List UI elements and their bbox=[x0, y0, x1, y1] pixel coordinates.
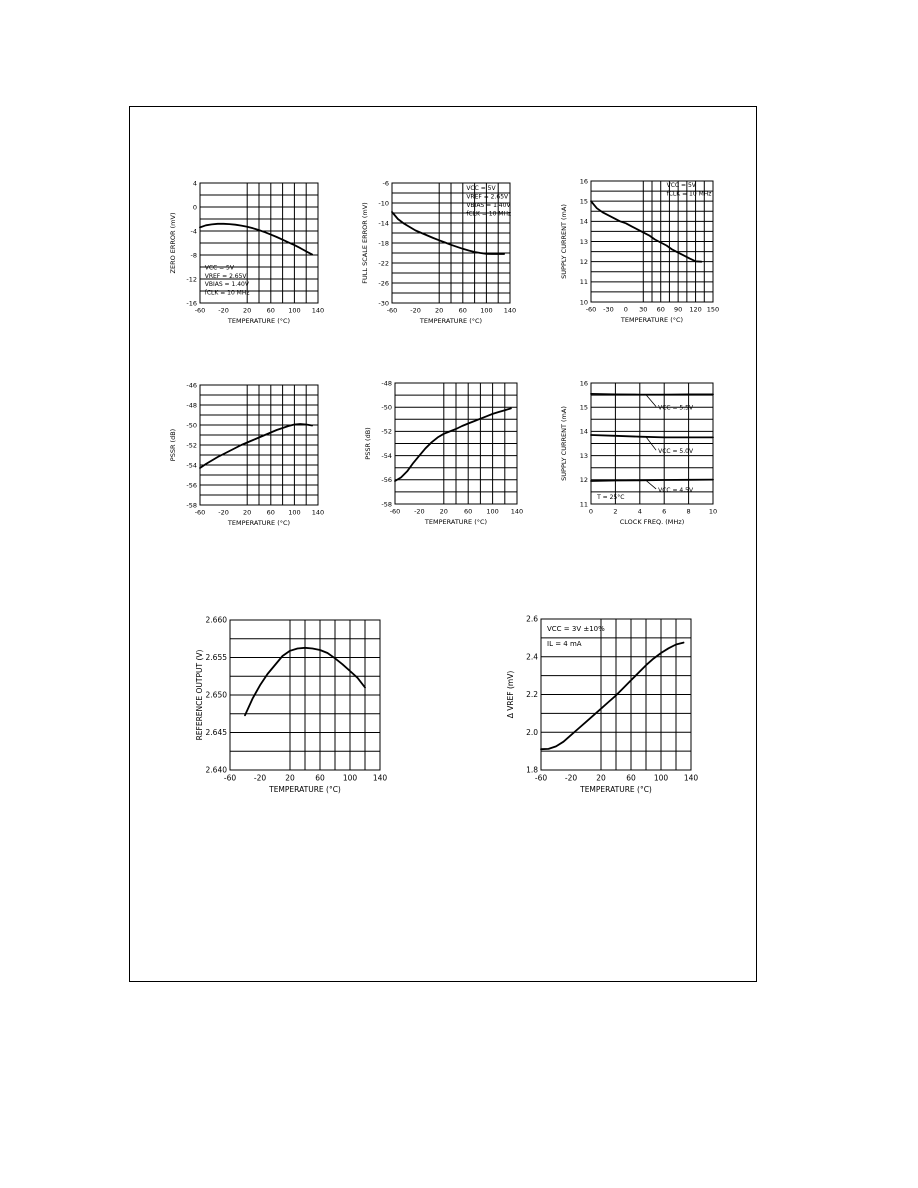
x-tick-label: 20 bbox=[439, 507, 448, 516]
grid bbox=[591, 181, 713, 302]
y-tick-label: 13 bbox=[579, 237, 588, 246]
y-tick-label: 2.4 bbox=[526, 652, 538, 662]
y-tick-label: -48 bbox=[186, 401, 197, 410]
grid bbox=[200, 385, 318, 505]
x-tick-label: -20 bbox=[253, 773, 267, 783]
y-axis-label: REFERENCE OUTPUT (V) bbox=[195, 649, 204, 741]
grid bbox=[395, 383, 517, 504]
series-line bbox=[591, 435, 713, 437]
series-label: VCC = 5.5V bbox=[658, 404, 694, 412]
y-axis-label: ZERO ERROR (mV) bbox=[169, 212, 178, 274]
y-tick-label: 11 bbox=[579, 500, 588, 509]
full-scale-error-vs-temperature-chart bbox=[362, 175, 532, 335]
annotation-text: VCC = 3V ±10% bbox=[547, 625, 605, 634]
pssr-vs-temperature-chart-2 bbox=[362, 377, 532, 537]
y-tick-label: 0 bbox=[192, 203, 197, 212]
annotation-text: VCC = 5V bbox=[204, 264, 234, 272]
y-tick-label: 16 bbox=[579, 379, 588, 388]
annotation-text: VREF = 2.65V bbox=[466, 193, 509, 201]
x-tick-label: 60 bbox=[266, 306, 275, 315]
x-tick-label: 6 bbox=[662, 507, 667, 516]
annotation-text: VBIAS = 1.40V bbox=[204, 281, 249, 289]
y-tick-label: 16 bbox=[579, 177, 588, 186]
annotation-text: VBIAS = 1.40V bbox=[466, 202, 511, 209]
x-tick-label: -60 bbox=[223, 773, 237, 783]
x-tick-label: 10 bbox=[708, 507, 718, 516]
x-tick-label: -20 bbox=[218, 508, 229, 517]
x-tick-label: -60 bbox=[585, 305, 597, 314]
y-tick-label: 13 bbox=[579, 451, 588, 460]
x-tick-label: 20 bbox=[243, 508, 252, 517]
series-line bbox=[541, 643, 684, 750]
y-axis-label: Δ VREF (mV) bbox=[506, 670, 515, 719]
grid bbox=[392, 183, 510, 303]
x-axis-label: CLOCK FREQ. (MHz) bbox=[619, 518, 685, 526]
x-tick-label: -60 bbox=[386, 306, 398, 315]
y-tick-label: 4 bbox=[192, 179, 197, 188]
y-tick-label: -12 bbox=[186, 275, 197, 284]
y-tick-label: 12 bbox=[579, 476, 588, 485]
series-line bbox=[200, 224, 312, 255]
y-axis-label: PSSR (dB) bbox=[169, 428, 178, 462]
x-tick-label: 20 bbox=[243, 306, 252, 315]
y-axis-label: FULL SCALE ERROR (mV) bbox=[361, 202, 370, 284]
x-tick-label: -20 bbox=[410, 306, 421, 315]
series-label: VCC = 5.0V bbox=[658, 448, 694, 456]
x-tick-label: -60 bbox=[194, 508, 206, 517]
x-axis-label: TEMPERATURE (°C) bbox=[269, 785, 341, 794]
y-tick-label: 14 bbox=[579, 427, 588, 436]
annotation-text: VREF = 2.65V bbox=[204, 272, 247, 280]
x-tick-label: 140 bbox=[311, 508, 325, 517]
x-tick-label: 4 bbox=[637, 507, 642, 516]
y-tick-label: -56 bbox=[381, 476, 392, 485]
x-tick-label: 100 bbox=[288, 508, 301, 517]
y-tick-label: 2.2 bbox=[526, 690, 538, 700]
x-tick-label: 120 bbox=[689, 305, 702, 314]
y-tick-label: -58 bbox=[381, 500, 392, 509]
x-tick-label: 20 bbox=[435, 306, 444, 315]
y-axis-label: PSSR (dB) bbox=[364, 427, 373, 460]
y-tick-label: -50 bbox=[381, 403, 392, 412]
x-axis-label: TEMPERATURE (°C) bbox=[227, 519, 291, 527]
annotation-text: fCLK = 10 MHz bbox=[666, 190, 712, 198]
x-axis-label: TEMPERATURE (°C) bbox=[620, 316, 684, 324]
x-tick-label: -60 bbox=[194, 306, 206, 315]
y-tick-label: -50 bbox=[186, 421, 197, 430]
x-tick-label: 30 bbox=[639, 305, 648, 314]
y-tick-label: -30 bbox=[378, 299, 389, 308]
y-tick-label: -18 bbox=[378, 239, 389, 248]
annotation-text: IL = 4 mA bbox=[547, 640, 582, 649]
y-tick-label: 10 bbox=[579, 298, 588, 307]
x-tick-label: -60 bbox=[389, 507, 401, 516]
x-tick-label: 140 bbox=[503, 306, 517, 315]
y-tick-label: -58 bbox=[186, 501, 197, 510]
y-tick-label: 15 bbox=[579, 197, 588, 206]
y-tick-label: -54 bbox=[186, 461, 197, 470]
y-tick-label: 2.645 bbox=[205, 728, 227, 738]
zero-error-vs-temperature-chart bbox=[170, 175, 340, 335]
annotation-text: T = 25°C bbox=[597, 494, 625, 502]
series-line bbox=[591, 394, 713, 395]
y-axis-label: SUPPLY CURRENT (mA) bbox=[560, 204, 569, 279]
x-axis-label: TEMPERATURE (°C) bbox=[419, 317, 483, 325]
y-tick-label: 2.660 bbox=[205, 615, 227, 625]
x-tick-label: 2 bbox=[613, 507, 618, 516]
x-tick-label: 100 bbox=[288, 306, 301, 315]
y-tick-label: -10 bbox=[378, 199, 389, 208]
y-tick-label: -8 bbox=[190, 251, 197, 260]
annotation-text: VCC = 5V bbox=[666, 182, 696, 190]
x-tick-label: 100 bbox=[653, 773, 669, 783]
x-tick-label: 140 bbox=[372, 773, 388, 783]
series-pointer bbox=[646, 395, 656, 407]
x-tick-label: 140 bbox=[683, 773, 699, 783]
delta-vref-vs-temperature-chart bbox=[498, 612, 713, 807]
pssr-vs-temperature-chart bbox=[170, 377, 340, 537]
y-tick-label: 15 bbox=[579, 403, 588, 412]
x-tick-label: 60 bbox=[464, 507, 473, 516]
grid bbox=[230, 620, 380, 770]
y-tick-label: 2.6 bbox=[526, 614, 538, 624]
x-tick-label: 150 bbox=[706, 305, 720, 314]
y-tick-label: -46 bbox=[186, 381, 197, 390]
annotation-text: fCLK = 10 MHz bbox=[466, 210, 512, 218]
reference-output-vs-temperature-chart bbox=[180, 612, 395, 807]
x-tick-label: 0 bbox=[588, 507, 594, 516]
x-tick-label: 60 bbox=[458, 306, 467, 315]
y-tick-label: -14 bbox=[378, 219, 389, 228]
x-tick-label: 0 bbox=[623, 305, 628, 314]
x-tick-label: 140 bbox=[311, 306, 325, 315]
x-tick-label: 20 bbox=[285, 773, 295, 783]
x-tick-label: -20 bbox=[218, 306, 229, 315]
y-tick-label: -56 bbox=[186, 481, 197, 490]
y-tick-label: -6 bbox=[382, 179, 389, 188]
x-tick-label: 8 bbox=[686, 507, 691, 516]
x-tick-label: -60 bbox=[534, 773, 548, 783]
annotation-text: fCLK = 10 MHz bbox=[204, 289, 250, 297]
series-pointer bbox=[646, 480, 656, 489]
x-tick-label: -30 bbox=[603, 305, 614, 314]
y-tick-label: 11 bbox=[579, 278, 588, 287]
x-tick-label: -20 bbox=[414, 507, 425, 516]
x-axis-label: TEMPERATURE (°C) bbox=[580, 785, 652, 794]
x-axis-label: TEMPERATURE (°C) bbox=[424, 518, 488, 526]
series-line bbox=[591, 480, 713, 481]
y-tick-label: -16 bbox=[186, 299, 197, 308]
x-tick-label: 60 bbox=[315, 773, 325, 783]
y-tick-label: -22 bbox=[378, 259, 389, 268]
annotation-text: VCC = 5V bbox=[466, 185, 496, 193]
series-line bbox=[200, 424, 312, 468]
y-tick-label: 2.655 bbox=[205, 653, 227, 663]
x-tick-label: 20 bbox=[596, 773, 606, 783]
y-tick-label: -26 bbox=[378, 279, 389, 288]
y-axis-label: SUPPLY CURRENT (mA) bbox=[560, 406, 569, 481]
y-tick-label: -54 bbox=[381, 451, 392, 460]
y-tick-label: -52 bbox=[186, 441, 197, 450]
series-label: VCC = 4.5V bbox=[658, 486, 694, 494]
x-axis-label: TEMPERATURE (°C) bbox=[227, 317, 291, 325]
x-tick-label: 100 bbox=[486, 507, 499, 516]
x-tick-label: 60 bbox=[656, 305, 665, 314]
y-tick-label: -48 bbox=[381, 379, 392, 388]
supply-current-vs-temperature-chart bbox=[558, 175, 728, 335]
y-tick-label: -4 bbox=[190, 227, 197, 236]
y-tick-label: 2.640 bbox=[205, 765, 227, 775]
y-tick-label: 14 bbox=[579, 217, 588, 226]
y-tick-label: 12 bbox=[579, 257, 588, 266]
x-tick-label: 60 bbox=[626, 773, 636, 783]
x-tick-label: 100 bbox=[342, 773, 358, 783]
y-tick-label: 2.650 bbox=[205, 690, 227, 700]
y-tick-label: -52 bbox=[381, 427, 392, 436]
supply-current-vs-clock-freq-chart bbox=[558, 377, 728, 537]
x-tick-label: 90 bbox=[674, 305, 683, 314]
x-tick-label: -20 bbox=[564, 773, 578, 783]
y-tick-label: 1.8 bbox=[526, 765, 538, 775]
x-tick-label: 140 bbox=[510, 507, 524, 516]
x-tick-label: 60 bbox=[266, 508, 275, 517]
y-tick-label: 2.0 bbox=[526, 727, 538, 737]
x-tick-label: 100 bbox=[480, 306, 493, 315]
